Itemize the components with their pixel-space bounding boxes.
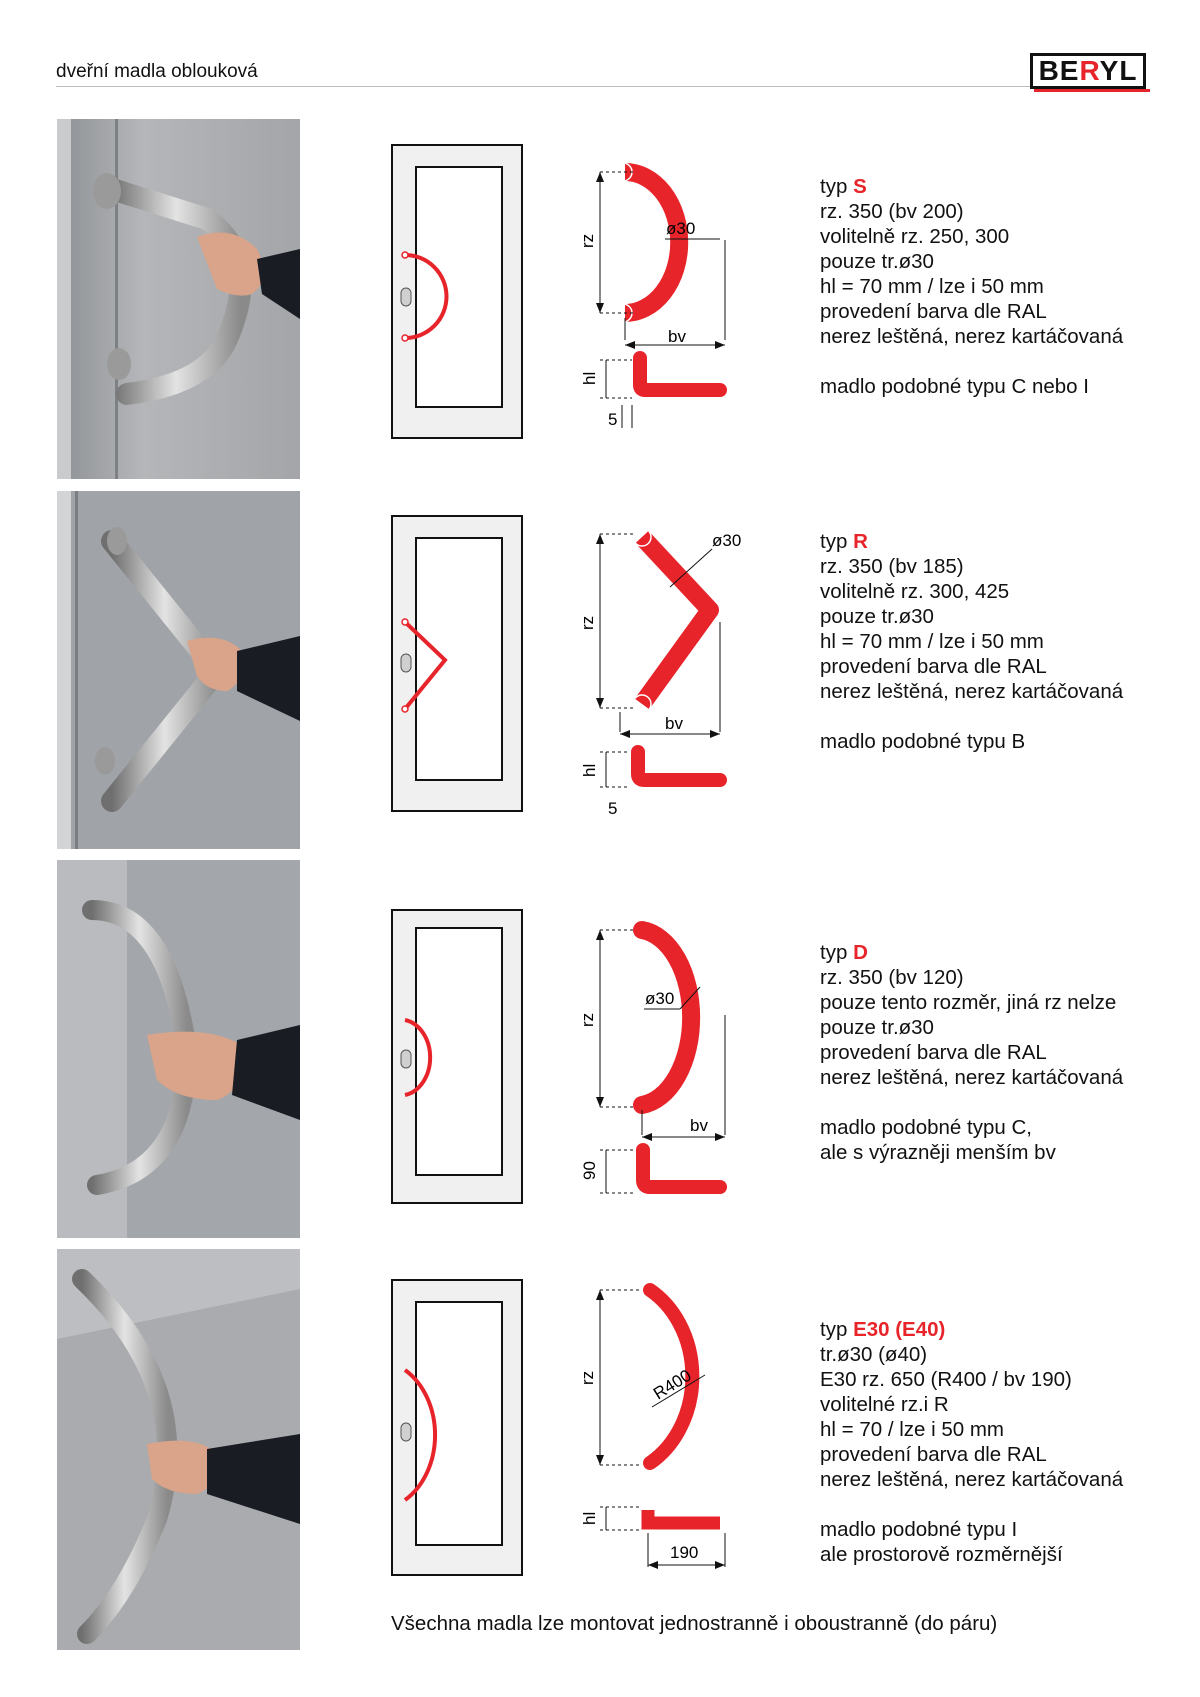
spec-line: rz. 350 (bv 200) [820,200,964,223]
type-s-diagram [380,140,760,450]
header-divider [56,86,1143,87]
type-e30-spec [820,1317,1180,1567]
bv-label: bv [690,1116,708,1135]
type-r-spec [820,529,1180,754]
spec-line: nerez leštěná, nerez kartáčovaná [820,1468,1124,1491]
type-heading: typ S [820,175,867,198]
spec-line: hl = 70 mm / lze i 50 mm [820,630,1044,653]
type-s-spec [820,174,1180,399]
hl-label: hl [580,763,599,777]
type-r-diagram [380,512,760,822]
beryl-logo: BERYL [1030,53,1146,89]
similar-note: ale s výrazněji menším bv [820,1141,1056,1164]
bow-handle-photo [57,860,300,1238]
rz-label: rz [578,1370,597,1385]
offset-label: 5 [608,799,618,818]
spec-line: pouze tr.ø30 [820,1016,934,1039]
bv-label: bv [665,714,683,733]
spec-line: nerez leštěná, nerez kartáčovaná [820,680,1124,703]
diameter-label: ø30 [712,531,742,550]
spec-line: nerez leštěná, nerez kartáčovaná [820,325,1124,348]
type-heading: typ E30 (E40) [820,1318,946,1341]
spec-line: volitelně rz. 250, 300 [820,225,1010,248]
spec-line: pouze tento rozměr, jiná rz nelze [820,991,1117,1014]
similar-note: madlo podobné typu C nebo I [820,375,1089,398]
spec-line: rz. 350 (bv 185) [820,555,964,578]
type-d-diagram [380,905,760,1215]
similar-note: madlo podobné typu C, [820,1116,1032,1139]
curved-handle-photo [57,119,300,479]
spec-line: tr.ø30 (ø40) [820,1343,928,1366]
rz-label: rz [578,233,597,248]
long-arc-handle-photo [57,1249,300,1650]
spec-line: provedení barva dle RAL [820,1041,1047,1064]
page-title: dveřní madla oblouková [56,61,258,82]
diameter-label: ø30 [666,219,696,238]
spec-line: pouze tr.ø30 [820,250,934,273]
spec-line: provedení barva dle RAL [820,1443,1047,1466]
bv-label: bv [668,327,686,346]
type-e30-diagram [380,1275,760,1595]
hl-label: 90 [580,1161,599,1180]
spec-line: pouze tr.ø30 [820,605,934,628]
spec-line: volitelné rz.i R [820,1393,949,1416]
spec-line: provedení barva dle RAL [820,655,1047,678]
spec-line: E30 rz. 650 (R400 / bv 190) [820,1368,1072,1391]
offset-label: 5 [608,410,618,429]
type-heading: typ R [820,530,868,553]
mounting-note: Všechna madla lze montovat jednostranně i oboustranně (do páru) [391,1612,998,1635]
spec-line: hl = 70 / lze i 50 mm [820,1418,1005,1441]
rz-label: rz [578,1012,597,1027]
similar-note: madlo podobné typu B [820,730,1026,753]
radius-label: R400 [650,1365,695,1404]
spec-line: provedení barva dle RAL [820,300,1047,323]
hl-label: hl [580,1511,599,1525]
diameter-label: ø30 [645,989,675,1008]
spec-line: nerez leštěná, nerez kartáčovaná [820,1066,1124,1089]
spec-line: volitelně rz. 300, 425 [820,580,1010,603]
type-d-spec [820,940,1180,1165]
similar-note: madlo podobné typu I [820,1518,1018,1541]
hl-label: hl [580,371,599,385]
similar-note: ale prostorově rozměrnější [820,1543,1063,1566]
logo-underline [1034,89,1150,92]
spec-line: rz. 350 (bv 120) [820,966,964,989]
rz-label: rz [578,615,597,630]
type-heading: typ D [820,941,868,964]
width-label: 190 [670,1543,699,1562]
v-shaped-handle-photo [57,491,300,849]
spec-line: hl = 70 mm / lze i 50 mm [820,275,1044,298]
